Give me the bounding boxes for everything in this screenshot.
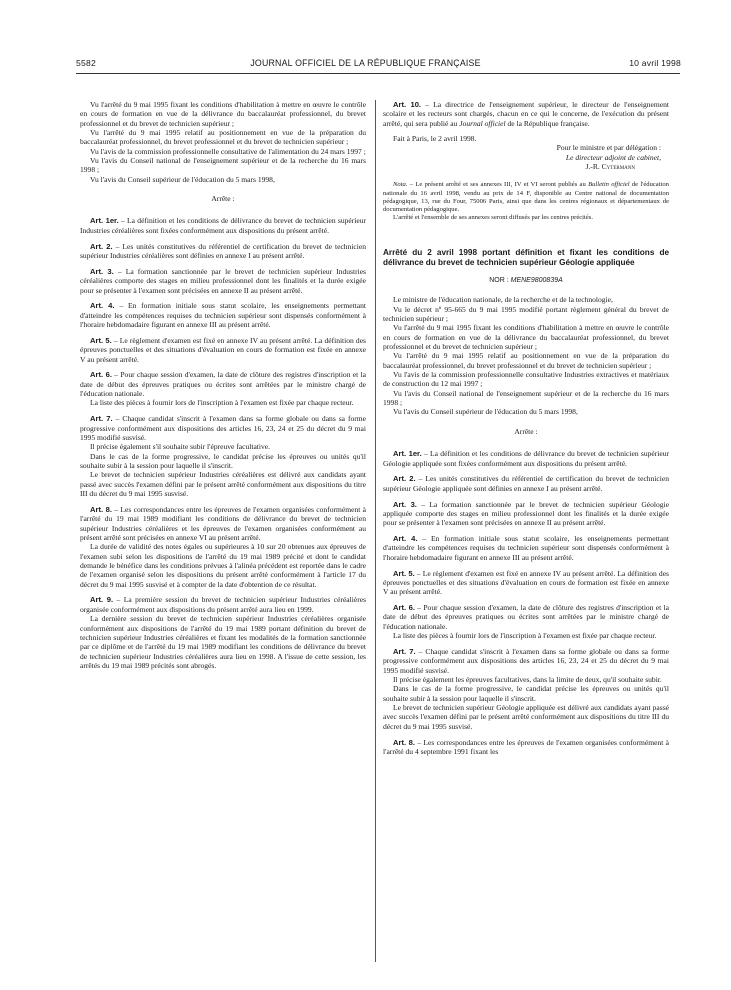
article [80,301,366,329]
article-label: Art. 1er. [90,216,119,226]
article-text-end: de la République française. [507,118,590,128]
arrete-heading: Arrête : [211,194,235,204]
visa: Le ministre de l'éducation nationale, de la recherche et de la technologie, [393,295,613,305]
article-text: – Le règlement d'examen est fixé en annexe IV au présent arrêté. La définition des épreuves ponctuelles et des situations d'évaluation en cours de formation est fixée en annexe V au présent arrêté. [383,568,669,597]
right-column [383,100,669,756]
article-text: – En formation initiale sous statut scolaire, les enseignements permettant d'atteindre les compétences requises du technicien supérieur sont dispensés conformément à l'horaire hebdomadaire figurant en annexe III au présent arrêté. [80,301,366,330]
article [383,449,669,468]
article-label: Art. 8. [90,504,112,514]
article-paragraph: Dans le cas de la forme progressive, le candidat précise les épreuves ou unités qu'il souhaite subir à la session pour laquelle il s'inscrit. [80,451,366,470]
visa: Vu l'avis du Conseil national de l'enseignement supérieur et de la recherche du 16 mars 1998 ; [80,156,366,175]
article-paragraph: La liste des pièces à fournir lors de l'inscription à l'examen est fixée par chaque recteur. [393,631,657,641]
article-paragraph: Le brevet de technicien supérieur Géologie appliquée est délivré aux candidats ayant passé avec succès l'examen défini par le présent arrêté conformément aux dispositions du titre III du décret du 9 mai 1995 susvisé. [383,703,669,731]
visa: Vu l'avis de la commission professionnelle consultative de l'alimentation du 24 mars 1997 ; [90,146,366,156]
article-paragraph: Le brevet de technicien supérieur Industries céréalières est délivré aux candidats ayant passé avec succès l'examen défini par le présent arrêté conformément aux dispositions du titre III du décret du 9 mai 1995 susvisé. [80,470,366,499]
column-divider [375,100,376,962]
article-text: – La définition et les conditions de délivrance du brevet de technicien supérieur Industries céréalières sont fixées conformément aux dispositions du présent arrêté. [80,216,367,235]
nota-text: – Le présent arrêté et ses annexes III, IV et VI seront publiés au [409,181,586,189]
article-text: – Le règlement d'examen est fixé en annexe IV au présent arrêté. La définition des épreuves ponctuelles et des situations d'évaluation en cours de formation est fixée en annexe V au présent arrêté. [80,335,366,364]
article-text: – Les unités constitutives du référentiel de certification du brevet de technicien supérieur Industries céréalières sont définies en annexe I au présent arrêté. [80,241,367,260]
nor-reference [383,276,669,285]
header-rule [76,73,680,74]
article [80,267,366,295]
visa: Vu l'arrêté du 9 mai 1995 relatif au positionnement en vue de la préparation du baccalauréat professionnel, du brevet professionnel et du brevet de technicien supérieur ; [383,351,669,370]
article-text: – Les correspondances entre les épreuves de l'examen organisées conformément à l'arrêté du 19 mai 1989 modifiant les conditions de délivrance du brevet de technicien supérieur Industries céréalières et les épreuves de l'examen organisées conformément au présent arrêté sont précisées en annexe VI au présent arrêté. [80,504,366,542]
article-text: – Chaque candidat s'inscrit à l'examen dans sa forme globale ou dans sa forme progressive conformément aux dispositions des articles 16, 23, 24 et 25 du décret du 9 mai 1995 modifié susvisé. [80,414,366,442]
nota-label: Nota. [393,181,408,189]
bulletin-ref: Bulletin officiel [588,181,630,189]
nor-code: MENE9800839A [510,277,563,285]
article-label: Art. 7. [90,414,113,424]
left-column [80,100,366,670]
article-label: Art. 10. [393,100,422,109]
article [80,370,366,398]
article [80,505,366,542]
article-label: Art. 2. [90,241,113,251]
decree-title: Arrêté du 2 avril 1998 portant définition et fixant les conditions de délivrance du brevet de technicien supérieur Géologie appliquée [383,248,669,268]
article [383,603,669,631]
article-label: Art. 4. [393,534,418,544]
article-label: Art. 3. [90,266,114,276]
article-label: Art. 3. [393,499,417,509]
article-text: – Pour chaque session d'examen, la date de clôture des registres d'inscription et la date de début des épreuves pratiques ou écrites sont arrêtées par le ministre chargé de l'éducation nationale. [383,603,669,631]
fait-a-paris: Fait à Paris, le 2 avril 1998. [393,134,477,144]
visa: Vu l'avis de la commission professionnelle consultative Industries extractives et matériaux de construction du 12 mai 1997 ; [383,370,669,389]
article-paragraph: La dernière session du brevet de technicien supérieur Industries céréalières organisée conformément aux dispositions de l'arrêté du 19 mai 1989 portant définition du brevet de technicien supérieur Industries céréalières et fixant les modalités de la formation sanctionnée par ce diplôme et de l'arrêté du 19 mai 1989 modifiant les conditions de délivrance du brevet de technicien supérieur Industries céréalières aura lieu en 1998. A l'issue de cette session, les arrêtés du 19 mai 1989 précités sont abrogés. [80,614,366,670]
article-label: Art. 8. [393,737,415,747]
nor-label: NOR : [489,277,509,285]
article-label: Art. 6. [393,603,415,613]
arrete-heading: Arrête : [514,426,538,436]
nota [383,181,669,214]
article-label: Art. 5. [90,335,112,345]
visa: Vu le décret nº 95-665 du 9 mai 1995 modifié portant règlement général du brevet de technicien supérieur ; [383,304,669,324]
article-paragraph: Dans le cas de la forme progressive, le candidat précise les épreuves ou unités qu'il souhaite subir à la session pour laquelle il s'inscrit. [383,684,669,703]
signature-line-1: Pour le ministre et par délégation : [556,143,661,153]
article-label: Art. 9. [90,595,114,605]
article-text: – La formation sanctionnée par le brevet de technicien supérieur Géologie appliquée comporte des stages en milieu professionnel dont les finalités et la durée exigée pour se présenter à l'examen sont précisées en annexe II au présent arrêté. [383,499,669,528]
article-text: – La définition et les conditions de délivrance du brevet de technicien supérieur Géologie appliquée sont fixées conformément aux dispositions du présent arrêté. [383,449,670,468]
visa: Vu l'arrêté du 9 mai 1995 fixant les conditions d'habilitation à mettre en œuvre le contrôle en cours de formation en vue de la délivrance du baccalauréat professionnel, du brevet professionnel et du brevet de technicien supérieur ; [383,323,669,352]
article-label: Art. 4. [90,301,115,311]
article-paragraph: Il précise également s'il souhaite subir l'épreuve facultative. [90,442,271,452]
article [80,595,366,614]
article [383,738,669,757]
article [383,647,669,675]
article [80,242,366,261]
visa: Vu l'avis du Conseil supérieur de l'éducation du 5 mars 1998, [393,407,578,417]
article [383,500,669,528]
article-text: – La formation sanctionnée par le brevet de technicien supérieur Industries céréalières comporte des stages en milieu professionnel dont les finalités et la durée exigée pour se présenter à l'examen sont précisées en annexe II au présent arrêté. [80,266,366,295]
article [80,414,366,442]
article-text: – La première session du brevet de technicien supérieur Industries céréalières organisée conformément aux dispositions du présent arrêté aura lieu en 1999. [80,595,366,614]
article-label: Art. 5. [393,568,415,578]
article-text: – Chaque candidat s'inscrit à l'examen dans sa forme globale ou dans sa forme progressive conformément aux dispositions des articles 16, 23, 24 et 25 du décret du 9 mai 1995 modifié susvisé. [383,647,669,675]
article-label: Art. 1er. [393,449,422,459]
signature-line-2: Le directeur adjoint de cabinet, [565,152,661,162]
article-text: – Les correspondances entre les épreuves de l'examen organisées conformément à l'arrêté du 4 septembre 1991 fixant les [383,737,669,756]
article-paragraph: Il précise également les épreuves facultatives, dans la limite de deux, qu'il souhaite subir. [393,675,662,685]
article-text: – La directrice de l'enseignement supérieur, le directeur de l'enseignement scolaire et les recteurs sont chargés, chacun en ce qui le concerne, de l'exécution du présent arrêté, qui sera publié au [383,100,669,128]
nota-text-3: L'arrêté et l'ensemble de ses annexes seront diffusés par les centres précités. [393,214,593,222]
article-label: Art. 7. [393,647,416,657]
issue-date: 10 avril 1998 [629,58,681,68]
article-paragraph: La liste des pièces à fournir lors de l'inscription à l'examen est fixée par chaque recteur. [90,398,354,408]
visa: Vu l'arrêté du 9 mai 1995 fixant les conditions d'habilitation à mettre en œuvre le contrôle en cours de formation en vue de la délivrance du baccalauréat professionnel, du brevet professionnel et du brevet de technicien supérieur ; [80,100,366,128]
article-label: Art. 2. [393,474,416,484]
visa: Vu l'avis du Conseil supérieur de l'éducation du 5 mars 1998, [90,174,275,184]
article [80,216,366,235]
visa: Vu l'arrêté du 9 mai 1995 relatif au positionnement en vue de la préparation du baccalauréat professionnel, du brevet professionnel et du brevet de technicien supérieur ; [80,128,366,147]
journal-ref: Journal officiel [459,118,506,128]
visa: Vu l'avis du Conseil national de l'enseignement supérieur et de la recherche du 16 mars 1998 ; [383,388,669,408]
journal-title: JOURNAL OFFICIEL DE LA RÉPUBLIQUE FRANÇAISE [250,58,481,68]
article-text: – Les unités constitutives du référentiel de certification du brevet de technicien supérieur Géologie appliquée sont définies en annexe I au présent arrêté. [383,474,670,493]
article-text: – En formation initiale sous statut scolaire, les enseignements permettant d'atteindre les compétences requises du technicien supérieur sont dispensés conformément à l'horaire hebdomadaire figurant en annexe III au présent arrêté. [383,534,669,562]
article-paragraph: La durée de validité des notes égales ou supérieures à 10 sur 20 obtenues aux épreuves de l'examen subi selon les dispositions de l'arrêté du 19 mai 1989 précité et dont le candidat demande le bénéfice dans les conditions prévues à l'alinéa précédent est reportée dans le cadre de l'examen organisé selon les dispositions du présent arrêté conformément à l'article 17 du décret du 9 mai 1995 susvisé et à compter de la date d'obtention de ce résultat. [80,542,366,589]
article [80,336,366,364]
article-10 [383,100,669,128]
article [383,534,669,562]
article-text: – Pour chaque session d'examen, la date de clôture des registres d'inscription et la date de début des épreuves pratiques ou écrites sont arrêtées par le ministre chargé de l'éducation nationale. [80,370,366,399]
nota-text-2: de l'éducation nationale du 16 avril 1998, vendu au prix de 14 F, disponible au Centre national de documentation pédagogique, 13, rue du Four, 75006 Paris, ainsi que dans les centres régionaux et départementaux de documentation pédagogique. [383,181,669,214]
article [383,569,669,597]
article [383,474,669,493]
right-body [383,295,669,756]
signatory-name: J.-R. Cytermann [585,162,635,172]
article-label: Art. 6. [90,370,112,380]
page-number: 5582 [76,58,96,68]
